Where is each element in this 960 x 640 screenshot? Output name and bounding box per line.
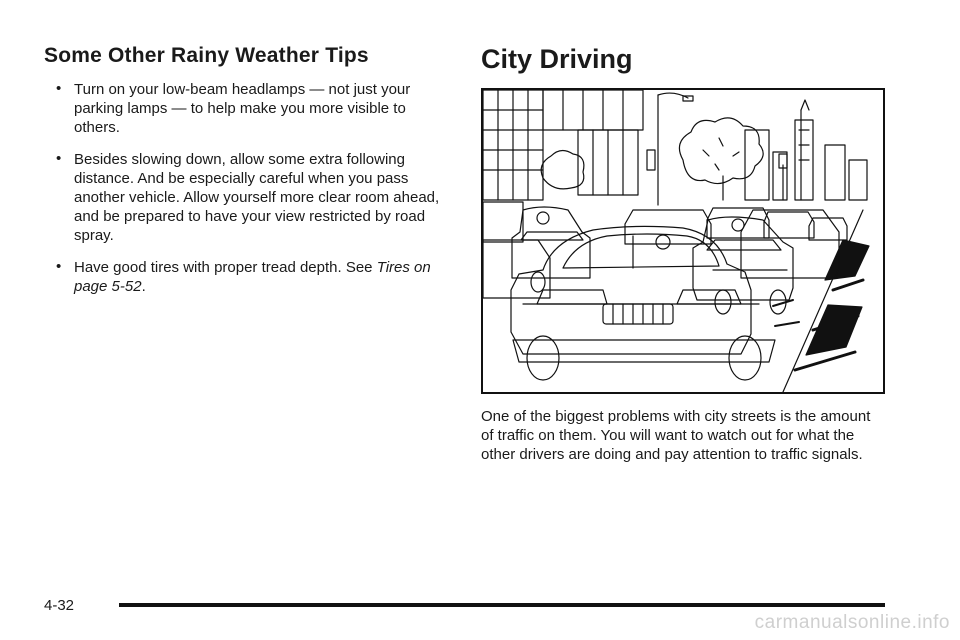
- tip-text: Have good tires with proper tread depth. See: [74, 259, 377, 276]
- city-traffic-illustration: [481, 88, 885, 394]
- bullet-icon: •: [56, 150, 62, 167]
- bullet-icon: •: [56, 80, 62, 97]
- tip-text: Turn on your low-beam headlamps — not just your parking lamps — to help make you more visible to others.: [74, 81, 411, 136]
- list-item: [44, 258, 444, 296]
- tip-text-suffix: .: [141, 278, 146, 295]
- street-lamp: [647, 93, 693, 205]
- buildings-left: [483, 90, 643, 200]
- rainy-tips-list: [44, 80, 444, 309]
- road: [783, 210, 869, 392]
- bullet-icon: •: [56, 258, 62, 275]
- cross-reference-link[interactable]: Tires on page 5-52: [74, 259, 431, 295]
- mid-cars: [512, 207, 839, 314]
- watermark-text: carmanualsonline.info: [754, 612, 950, 633]
- footer-rule: [119, 603, 885, 607]
- list-item: [44, 150, 444, 245]
- city-driving-paragraph: One of the biggest problems with city streets is the amount of traffic on them. You will want to watch out for what the other drivers are doing and pay attention to traffic signals.: [481, 408, 871, 463]
- section-heading-rainy-tips: Some Other Rainy Weather Tips: [44, 44, 369, 67]
- page-number: 4-32: [44, 597, 75, 614]
- section-heading-city-driving: City Driving: [481, 44, 633, 74]
- tip-text: Besides slowing down, allow some extra following distance. And be especially careful when you pass another vehicle. Allow yourself more clear room ahead, and be prepared to have your view restricted by road spray.: [74, 151, 440, 244]
- list-item: [44, 80, 444, 137]
- buildings-right: [745, 100, 867, 200]
- city-traffic-drawing: [483, 90, 883, 392]
